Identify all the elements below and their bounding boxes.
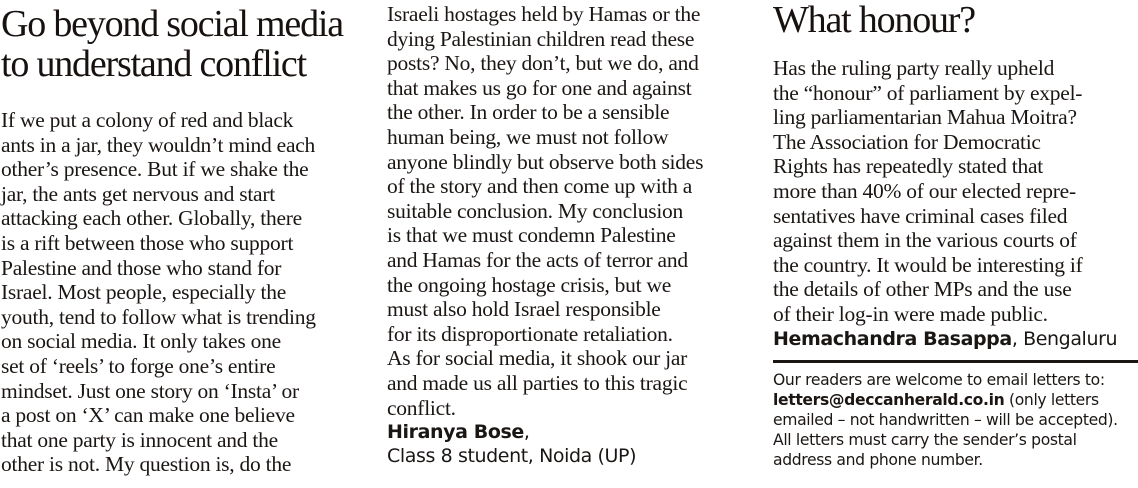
body-line: for its disproportionate retaliation. bbox=[387, 321, 673, 346]
letter-body-part-1 bbox=[1, 108, 373, 477]
body-line: of their log-in were made public. bbox=[773, 301, 1048, 326]
body-line: mindset. Just one story on ‘Insta’ or bbox=[1, 378, 299, 403]
body-line: The Association for Democratic bbox=[773, 129, 1041, 154]
body-line: anyone blindly but observe both sides bbox=[387, 149, 704, 174]
email-link[interactable]: letters@deccanherald.co.in bbox=[773, 390, 1005, 409]
note-text: (only letters bbox=[1004, 390, 1099, 409]
body-line: jar, the ants get nervous and start bbox=[1, 181, 275, 206]
body-line: conflict. bbox=[387, 395, 456, 420]
author-name: Hiranya Bose bbox=[387, 421, 524, 444]
author-location: Bengaluru bbox=[1017, 327, 1118, 350]
body-line: youth, tend to follow what is trending bbox=[1, 304, 316, 329]
body-line: posts? No, they don’t, but we do, and bbox=[387, 51, 699, 76]
body-line: If we put a colony of red and black bbox=[1, 108, 294, 132]
body-line: other is not. My question is, do the bbox=[1, 452, 292, 477]
section-divider bbox=[773, 360, 1138, 363]
body-line: Israel. Most people, especially the bbox=[1, 280, 286, 305]
letter-column-1 bbox=[1, 0, 373, 477]
note-line: address and phone number. bbox=[773, 451, 983, 470]
note-line bbox=[773, 390, 1138, 410]
body-line: human being, we must not follow bbox=[387, 124, 669, 149]
letter-body bbox=[773, 56, 1138, 327]
body-line: Rights has repeatedly stated that bbox=[773, 154, 1043, 179]
body-line: ling parliamentarian Mahua Moitra? bbox=[773, 105, 1077, 130]
body-line: As for social media, it shook our jar bbox=[387, 346, 688, 371]
body-line: the country. It would be interesting if bbox=[773, 252, 1083, 277]
body-line: that one party is innocent and the bbox=[1, 427, 278, 452]
body-line: ants in a jar, they wouldn’t mind each bbox=[1, 132, 316, 157]
body-line: is that we must condemn Palestine bbox=[387, 223, 676, 248]
author-separator: , bbox=[523, 421, 530, 444]
letter-column-2 bbox=[387, 0, 759, 468]
body-line: and Hamas for the acts of terror and bbox=[387, 247, 688, 272]
note-line: emailed – not handwritten – will be accepted). bbox=[773, 410, 1118, 429]
body-line: sentatives have criminal cases filed bbox=[773, 203, 1068, 228]
body-line: the ongoing hostage crisis, but we bbox=[387, 272, 672, 297]
letter-signature-name bbox=[387, 420, 759, 444]
letter-headline-social-media bbox=[1, 0, 373, 84]
body-line: the details of other MPs and the use bbox=[773, 277, 1072, 302]
body-line: more than 40% of our elected repre- bbox=[773, 178, 1076, 203]
body-line: suitable conclusion. My conclusion bbox=[387, 198, 684, 223]
letter-body-part-2 bbox=[387, 2, 759, 420]
letter-headline-honour: What honour? bbox=[773, 0, 975, 41]
author-detail: Class 8 student, Noida (UP) bbox=[387, 445, 637, 468]
body-line: and made us all parties to this tragic bbox=[387, 370, 688, 395]
submission-guidelines bbox=[773, 370, 1138, 471]
body-line: is a rift between those who support bbox=[1, 230, 294, 255]
body-line: dying Palestinian children read these bbox=[387, 26, 695, 51]
body-line: must also hold Israel responsible bbox=[387, 297, 661, 322]
body-line: other’s presence. But if we shake the bbox=[1, 157, 309, 182]
headline-line: to understand conflict bbox=[1, 43, 306, 85]
body-line: that makes us go for one and against bbox=[387, 75, 692, 100]
letter-column-3 bbox=[773, 0, 1138, 471]
body-line: the “honour” of parliament by expel- bbox=[773, 80, 1083, 105]
body-line: against them in the various courts of bbox=[773, 228, 1077, 253]
headline-line: Go beyond social media bbox=[1, 3, 343, 45]
note-line: Our readers are welcome to email letters to: bbox=[773, 370, 1105, 389]
body-line: the other. In order to be a sensible bbox=[387, 100, 670, 125]
body-line: on social media. It only takes one bbox=[1, 329, 281, 354]
body-line: set of ‘reels’ to forge one’s entire bbox=[1, 353, 276, 378]
note-line: All letters must carry the sender’s postal bbox=[773, 431, 1077, 450]
author-separator: , bbox=[1011, 327, 1018, 350]
body-line: attacking each other. Globally, there bbox=[1, 206, 302, 231]
body-line: Israeli hostages held by Hamas or the bbox=[387, 2, 701, 26]
letter-signature bbox=[773, 327, 1138, 351]
body-line: a post on ‘X’ can make one believe bbox=[1, 403, 295, 428]
body-line: Has the ruling party really upheld bbox=[773, 56, 1055, 80]
author-name: Hemachandra Basappa bbox=[773, 327, 1012, 350]
body-line: Palestine and those who stand for bbox=[1, 255, 282, 280]
body-line: of the story and then come up with a bbox=[387, 174, 693, 199]
